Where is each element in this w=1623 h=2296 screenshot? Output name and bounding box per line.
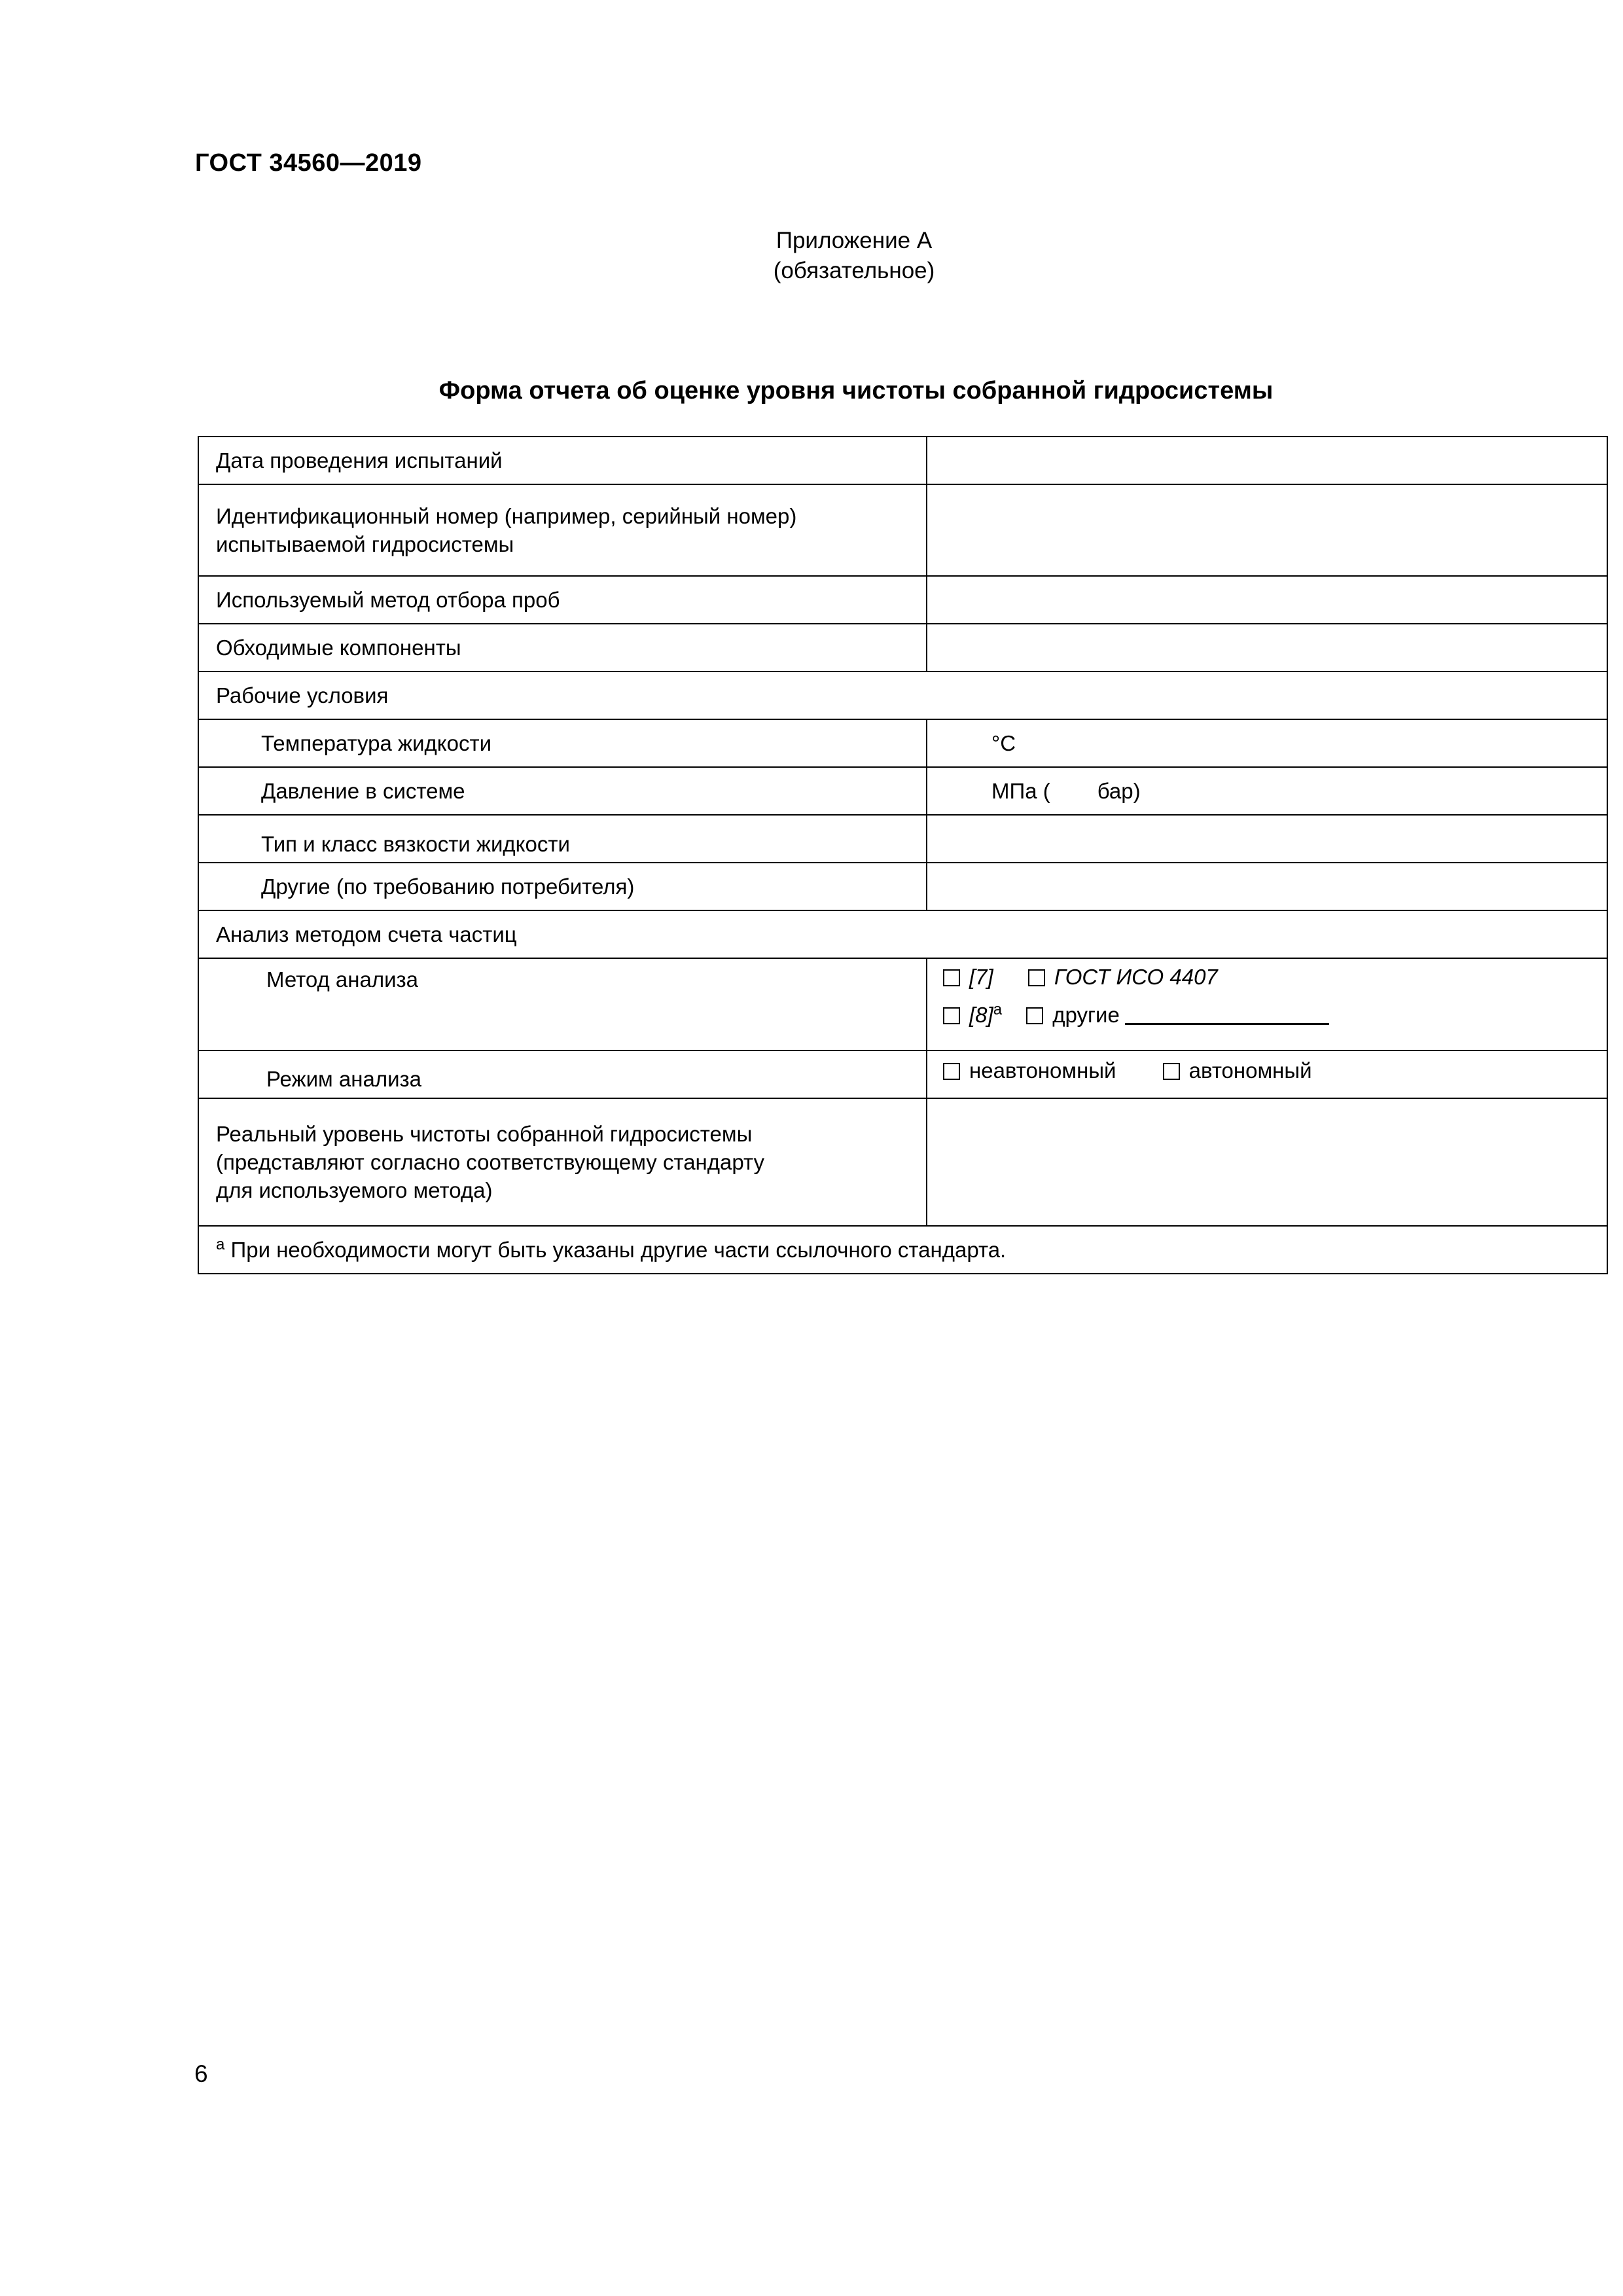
label-bypassed: Обходимые компоненты [198, 624, 927, 672]
field-real-level[interactable] [927, 1098, 1607, 1226]
option-ref-8[interactable]: $[8]^а$ [943, 1001, 1002, 1029]
other-method-blank-line[interactable] [1125, 1003, 1329, 1025]
row-footnote [198, 1226, 1607, 1274]
field-id-number[interactable] [927, 484, 1607, 576]
appendix-status: (обязательное) [773, 258, 935, 283]
row-id-number [198, 484, 1607, 576]
field-fluid-type[interactable] [927, 815, 1607, 863]
checkbox-icon[interactable] [943, 969, 960, 986]
label-particle-analysis: Анализ методом счета частиц [198, 910, 1607, 958]
row-test-date [198, 437, 1607, 484]
checkbox-icon[interactable] [943, 1007, 960, 1024]
label-id-number: Идентификационный номер (например, серийный номер) испытываемой гидросистемы [198, 484, 927, 576]
field-analysis-mode [927, 1050, 1607, 1098]
label-fluid-temp: Температура жидкости [198, 719, 927, 767]
label-pressure: Давление в системе [198, 767, 927, 815]
label-real-level: Реальный уровень чистоты собранной гидросистемы (представляют согласно соответствующему стандарту для используемого метода) [198, 1098, 927, 1226]
form-title: Форма отчета об оценке уровня чистоты собранной гидросистемы [438, 377, 1274, 404]
row-bypassed [198, 624, 1607, 672]
footnote-ref: а [993, 1001, 1003, 1018]
appendix-title: Приложение А [776, 228, 933, 253]
label-sampling-method: Используемый метод отбора проб [198, 576, 927, 624]
option-offline[interactable]: неавтономный [943, 1056, 1116, 1085]
label-test-date: Дата проведения испытаний [198, 437, 927, 484]
option-ref-7[interactable]: [7] [943, 963, 993, 991]
row-analysis-mode [198, 1050, 1607, 1098]
footnote-mark: а [216, 1236, 225, 1253]
checkbox-icon[interactable] [1026, 1007, 1043, 1024]
option-gost-iso-4407[interactable]: ГОСТ ИСО 4407 [1028, 963, 1218, 991]
label-fluid-type: Тип и класс вязкости жидкости [198, 815, 927, 863]
field-other-conditions[interactable] [927, 863, 1607, 910]
field-pressure[interactable] [927, 767, 1607, 815]
row-fluid-temp [198, 719, 1607, 767]
label-other-conditions: Другие (по требованию потребителя) [198, 863, 927, 910]
field-sampling-method[interactable] [927, 576, 1607, 624]
checkbox-icon[interactable] [1163, 1063, 1180, 1080]
field-test-date[interactable] [927, 437, 1607, 484]
row-real-level [198, 1098, 1607, 1226]
option-online[interactable]: автономный [1163, 1056, 1312, 1085]
appendix-heading [0, 226, 1623, 286]
standard-number: ГОСТ 34560—2019 [195, 149, 422, 177]
row-operating-conditions [198, 672, 1607, 719]
field-analysis-method [927, 958, 1607, 1050]
row-sampling-method [198, 576, 1607, 624]
label-operating-conditions: Рабочие условия [198, 672, 1607, 719]
field-bypassed[interactable] [927, 624, 1607, 672]
row-pressure [198, 767, 1607, 815]
label-analysis-method: Метод анализа [198, 958, 927, 1050]
page-number: 6 [194, 2060, 208, 2087]
label-analysis-mode: Режим анализа [198, 1050, 927, 1098]
checkbox-icon[interactable] [943, 1063, 960, 1080]
option-other-method[interactable]: другие [1026, 1001, 1329, 1029]
row-fluid-type [198, 815, 1607, 863]
unit-mpa: МПа ( [991, 779, 1050, 803]
field-fluid-temp[interactable] [927, 719, 1607, 767]
checkbox-icon[interactable] [1028, 969, 1045, 986]
unit-bar: бар) [1097, 779, 1141, 803]
footnote: $^а$ При необходимости могут быть указаны другие части ссылочного стандарта. [198, 1226, 1607, 1274]
row-other-conditions [198, 863, 1607, 910]
report-form-table [198, 436, 1608, 1274]
row-particle-analysis [198, 910, 1607, 958]
unit-celsius: °С [991, 731, 1016, 755]
row-analysis-method [198, 958, 1607, 1050]
